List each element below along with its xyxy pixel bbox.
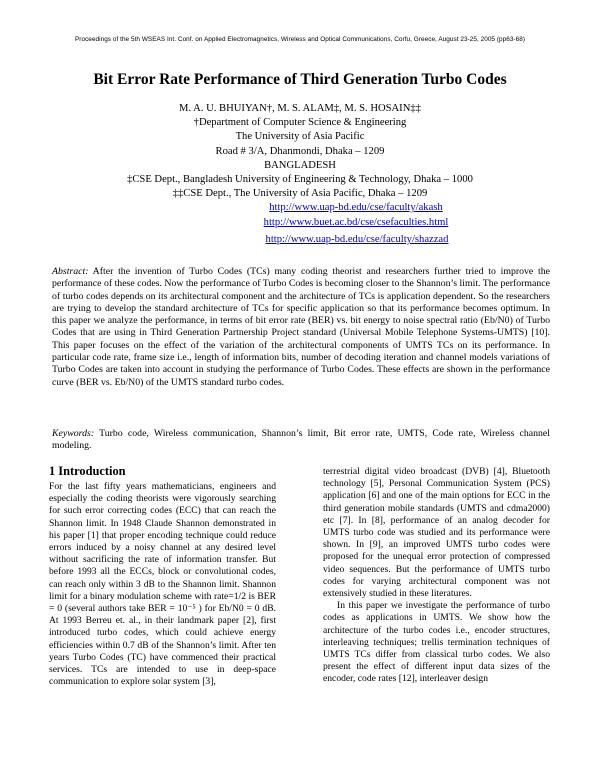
left-column xyxy=(49,464,276,688)
section-heading: 1 Introduction xyxy=(49,464,126,478)
abstract-text: After the invention of Turbo Codes (TCs) many coding theorist and researchers further tried to improve the performance of these codes. Now the performance of Turbo Codes is becoming closer to the Shannon’s limit. The performance of turbo codes depends on its architectural component and the architecture of TCs is application dependent. So the researchers are trying to develop the standard architecture of TCs for specific application so that its performance becomes optimum. In this paper we analyze the performance, in terms of bit error rate (BER) vs. bit energy to noise spectral ratio (Eb/N0) of Turbo Codes that are using in Third Generation Partnership Project standard (Universal Mobile Telephone Systems-UMTS) [10]. This paper focuses on the effect of the variation of the architectural components of UMTS TCs on its performance. In particular code rate, frame size i.e., length of information bits, number of decoding iteration and channel models variations of Turbo Codes are taken into account in studying the performance of Turbo Codes. These effects are shown in the performance curve (BER vs. Eb/N0) of the UMTS standard turbo codes. xyxy=(52,266,550,388)
keywords-label: Keywords: xyxy=(52,428,95,439)
author-block xyxy=(0,102,600,247)
running-header: Proceedings of the 5th WSEAS Int. Conf. on Applied Electromagnetics, Wireless and Optical Communications, Corfu, Greece, August 23-25, 2005 (pp63-68) xyxy=(74,36,526,43)
affiliation-line: The University of Asia Pacific xyxy=(235,131,365,143)
affiliation-line: †Department of Computer Science & Engineering xyxy=(193,117,407,129)
affiliation-line: BANGLADESH xyxy=(264,159,336,171)
author-link-buet[interactable]: http://www.buet.ac.bd/cse/csefaculties.html xyxy=(263,216,449,228)
body-paragraph: In this paper we investigate the performance of turbo codes as applications in UMTS. We show how the architecture of the turbo codes i.e., encoder structures, interleaving techniques; trellis termination techniques of UMTS TCs differ from classical turbo codes. We also present the effect of different input data sizes of the encoder, code rates [12], interleaver design xyxy=(323,600,550,685)
author-link-akash[interactable]: http://www.uap-bd.edu/cse/faculty/akash xyxy=(269,202,443,214)
body-paragraph: For the last fifty years mathematicians, engineers and especially the coding theorists were vigorously searching for such error correcting codes (ECC) that can reach the Shannon limit. In 1948 Claude Shannon demonstrated in his paper [1] that proper encoding technique could reduce errors induced by a noisy channel at any desired level without sacrificing the rate of information transfer. But before 1993 all the ECCs, block or convolutional codes, can reach only within 3 dB to the Shannon limit. Shannon limit for a binary modulation scheme with rate=1/2 is BER = 0 (several authors take BER = 10⁻⁵ ) for Eb/N0 = 0 dB. At 1993 Berreu et. al., in their landmark paper [2], first introduced turbo codes, which could achieve energy efficiencies within 0.7 dB of the Shannon’s limit. After ten years Turbo Codes (TC) have commenced their practical services. TCs are intended to use in deep-space communication to explore solar system [3], xyxy=(49,481,276,688)
author-list: M. A. U. BHUIYAN†, M. S. ALAM‡, M. S. HOSAIN‡‡ xyxy=(179,103,421,114)
abstract xyxy=(52,266,550,389)
paper-title: Bit Error Rate Performance of Third Generation Turbo Codes xyxy=(93,71,507,88)
body-paragraph: terrestrial digital video broadcast (DVB) [4], Bluetooth technology [5], Personal Communication System (PCS) application [6] and one of the main options for ECC in the third generation mobile standards (UMTS and cdma2000) etc [7]. In [8], performance of an analog decoder for UMTS turbo code was studied and its performance were shown. In [9], an improved UMTS turbo codes were proposed for the unequal error protection of compressed video sequences. But the performance of UMTS turbo codes for varying architectural component was not extensively studied in these literatures. xyxy=(323,466,550,600)
keywords xyxy=(52,428,550,453)
author-link-shazzad[interactable]: http://www.uap-bd.edu/cse/faculty/shazzad xyxy=(265,233,449,245)
affiliation-line: ‡CSE Dept., Bangladesh University of Engineering & Technology, Dhaka – 1000 xyxy=(127,174,473,186)
affiliation-line: Road # 3/A, Dhanmondi, Dhaka – 1209 xyxy=(215,145,385,157)
affiliation-line: ‡‡CSE Dept., The University of Asia Pacific, Dhaka – 1209 xyxy=(172,188,428,200)
abstract-label: Abstract: xyxy=(52,266,89,277)
keywords-text: Turbo code, Wireless communication, Shannon’s limit, Bit error rate, UMTS, Code rate, Wireless channel modeling. xyxy=(52,428,550,452)
right-column xyxy=(323,466,550,686)
